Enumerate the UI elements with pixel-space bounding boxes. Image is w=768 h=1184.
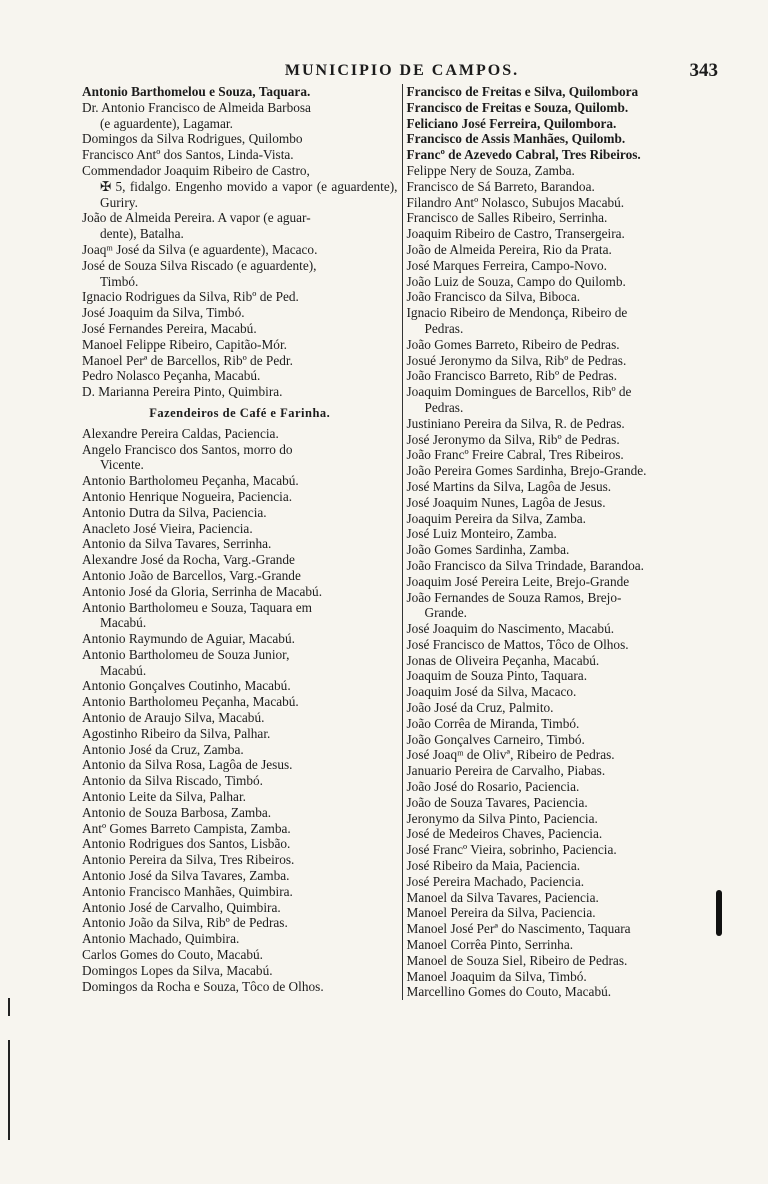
list-entry bbox=[407, 700, 723, 716]
list-entry bbox=[407, 479, 723, 495]
list-entry bbox=[82, 552, 398, 568]
list-entry bbox=[407, 668, 723, 684]
entry-text: Domingos Lopes da Silva, Macabú. bbox=[82, 962, 273, 978]
entry-text: João de Almeida Pereira. A vapor (e aguar- bbox=[82, 210, 311, 226]
entry-text: Manoel Perª de Barcellos, Ribº de Pedr. bbox=[82, 352, 293, 368]
entry-continuation: Pedras. bbox=[424, 399, 464, 415]
entry-text: Antonio Bartholomeu Peçanha, Macabú. bbox=[82, 473, 299, 489]
list-entry bbox=[407, 574, 723, 590]
list-entry bbox=[407, 116, 723, 132]
entry-text: Justiniano Pereira da Silva, R. de Pedras. bbox=[406, 415, 625, 431]
list-entry bbox=[407, 795, 723, 811]
entry-continuation: Timbó. bbox=[100, 273, 139, 289]
entry-text: Marcellino Gomes do Couto, Macabú. bbox=[406, 984, 612, 1000]
entry-text: João Francisco da Silva, Biboca. bbox=[406, 289, 581, 305]
entry-text: José Pereira Machado, Paciencia. bbox=[406, 873, 585, 889]
list-entry bbox=[407, 684, 723, 700]
list-entry bbox=[82, 489, 398, 505]
entry-text: Antonio José da Gloria, Serrinha de Macabú. bbox=[82, 583, 323, 599]
list-entry bbox=[82, 131, 398, 147]
margin-ink-mark bbox=[8, 1040, 10, 1140]
entry-text: Dr. Antonio Francisco de Almeida Barbosa bbox=[82, 99, 311, 115]
entry-continuation: (e aguardente), Lagamar. bbox=[100, 115, 233, 131]
entry-text: João de Almeida Pereira, Rio da Prata. bbox=[406, 241, 612, 257]
entry-text: Pedro Nolasco Peçanha, Macabú. bbox=[82, 368, 261, 384]
list-entry bbox=[82, 368, 398, 384]
list-entry bbox=[82, 442, 398, 474]
list-entry bbox=[82, 584, 398, 600]
list-entry bbox=[82, 426, 398, 442]
entry-text: João Luiz de Souza, Campo do Quilomb. bbox=[406, 273, 626, 289]
entry-text: Antonio José de Carvalho, Quimbira. bbox=[82, 899, 281, 915]
list-entry bbox=[82, 289, 398, 305]
entry-continuation: ✠ 5, fidalgo. Engenho movido a vapor (e aguardente), Guriry. bbox=[100, 178, 398, 210]
list-entry bbox=[407, 953, 723, 969]
list-entry bbox=[407, 511, 723, 527]
entry-text: João Pereira Gomes Sardinha, Brejo-Grande. bbox=[406, 463, 647, 479]
entry-text: Antonio José da Silva Tavares, Zamba. bbox=[82, 868, 290, 884]
list-entry bbox=[82, 242, 398, 258]
list-entry bbox=[407, 526, 723, 542]
entry-text: Antonio Machado, Quimbira. bbox=[82, 931, 240, 947]
list-entry bbox=[82, 789, 398, 805]
entry-text: Antonio Bartholomeu Peçanha, Macabú. bbox=[82, 694, 299, 710]
entry-text: Manoel de Souza Siel, Ribeiro de Pedras. bbox=[406, 952, 628, 968]
entry-text: Jeronymo da Silva Pinto, Paciencia. bbox=[406, 810, 598, 826]
list-entry bbox=[407, 147, 723, 163]
list-entry bbox=[82, 600, 398, 632]
entry-text: Jonas de Oliveira Peçanha, Macabú. bbox=[406, 652, 600, 668]
list-entry bbox=[407, 463, 723, 479]
entry-text: Antonio Dutra da Silva, Paciencia. bbox=[82, 504, 267, 520]
two-column-list bbox=[82, 84, 722, 1000]
list-entry bbox=[407, 495, 723, 511]
entry-text: Manoel Corrêa Pinto, Serrinha. bbox=[406, 937, 574, 953]
entry-text: Januario Pereira de Carvalho, Piabas. bbox=[406, 763, 606, 779]
entry-text: José Joaquim do Nascimento, Macabú. bbox=[406, 621, 615, 637]
entry-text: Carlos Gomes do Couto, Macabú. bbox=[82, 947, 263, 963]
entry-text: José de Souza Silva Riscado (e aguardente), bbox=[82, 257, 317, 273]
list-entry bbox=[407, 447, 723, 463]
entry-text: Filandro Antº Nolasco, Subujos Macabú. bbox=[406, 194, 625, 210]
entry-text: José Francº Vieira, sobrinho, Paciencia. bbox=[406, 842, 617, 858]
entry-text: Antº Gomes Barreto Campista, Zamba. bbox=[82, 820, 291, 836]
entry-text: João Gomes Barreto, Ribeiro de Pedras. bbox=[406, 336, 620, 352]
list-entry bbox=[82, 521, 398, 537]
entry-text: Antonio João de Barcellos, Varg.-Grande bbox=[82, 567, 301, 583]
entry-continuation: Macabú. bbox=[100, 662, 147, 678]
page-title: MUNICIPIO DE CAMPOS. bbox=[284, 62, 520, 79]
list-entry bbox=[407, 210, 723, 226]
list-entry bbox=[407, 811, 723, 827]
entry-text: Francisco de Freitas e Souza, Quilomb. bbox=[406, 99, 629, 115]
entry-text: José Francisco de Mattos, Tôco de Olhos. bbox=[406, 636, 629, 652]
list-entry bbox=[82, 805, 398, 821]
list-entry bbox=[82, 884, 398, 900]
entry-text: João de Souza Tavares, Paciencia. bbox=[406, 794, 588, 810]
list-entry bbox=[82, 321, 398, 337]
entry-text: Antonio Bartholomeu e Souza, Taquara em bbox=[82, 599, 312, 615]
list-entry bbox=[407, 542, 723, 558]
entry-text: José Jeronymo da Silva, Ribº de Pedras. bbox=[406, 431, 620, 447]
list-entry bbox=[82, 473, 398, 489]
list-entry bbox=[82, 163, 398, 210]
entry-text: João Gomes Sardinha, Zamba. bbox=[406, 542, 570, 558]
list-entry bbox=[82, 773, 398, 789]
list-entry bbox=[407, 905, 723, 921]
entry-text: Joaquim Domingues de Barcellos, Ribº de bbox=[406, 384, 632, 400]
list-entry bbox=[407, 84, 723, 100]
list-entry bbox=[407, 432, 723, 448]
list-entry bbox=[82, 821, 398, 837]
list-entry bbox=[82, 505, 398, 521]
list-entry bbox=[407, 637, 723, 653]
list-entry bbox=[407, 558, 723, 574]
list-entry bbox=[407, 858, 723, 874]
entry-text: João Corrêa de Miranda, Timbó. bbox=[406, 715, 580, 731]
list-entry bbox=[407, 179, 723, 195]
list-entry bbox=[407, 969, 723, 985]
page-number: 343 bbox=[689, 60, 718, 81]
entry-text: Antonio Pereira da Silva, Tres Ribeiros. bbox=[82, 852, 295, 868]
entry-text: Alexandre José da Rocha, Varg.-Grande bbox=[82, 552, 295, 568]
list-entry bbox=[407, 653, 723, 669]
entry-text: Alexandre Pereira Caldas, Paciencia. bbox=[82, 425, 279, 441]
coffee-farmers-list bbox=[82, 426, 398, 995]
list-entry bbox=[407, 732, 723, 748]
list-entry bbox=[407, 274, 723, 290]
list-entry bbox=[82, 210, 398, 242]
entry-text: João Gonçalves Carneiro, Timbó. bbox=[406, 731, 585, 747]
list-entry bbox=[407, 337, 723, 353]
list-entry bbox=[82, 678, 398, 694]
entry-text: Francisco de Sá Barreto, Barandoa. bbox=[406, 178, 595, 194]
list-entry bbox=[82, 84, 398, 100]
list-entry bbox=[82, 979, 398, 995]
entry-text: Joaquim José Pereira Leite, Brejo-Grande bbox=[406, 573, 630, 589]
list-entry bbox=[82, 353, 398, 369]
list-entry bbox=[407, 937, 723, 953]
list-entry bbox=[82, 742, 398, 758]
entry-text: Ignacio Rodrigues da Silva, Ribº de Ped. bbox=[82, 289, 299, 305]
list-entry bbox=[82, 931, 398, 947]
list-entry bbox=[407, 416, 723, 432]
list-entry bbox=[407, 163, 723, 179]
entry-text: João Fernandes de Souza Ramos, Brejo- bbox=[406, 589, 622, 605]
list-entry bbox=[407, 921, 723, 937]
entry-text: José Marques Ferreira, Campo-Novo. bbox=[406, 257, 608, 273]
entry-text: Domingos da Silva Rodrigues, Quilombo bbox=[82, 131, 303, 147]
list-entry bbox=[407, 289, 723, 305]
list-entry bbox=[407, 368, 723, 384]
list-entry bbox=[82, 536, 398, 552]
list-entry bbox=[407, 842, 723, 858]
list-entry bbox=[407, 874, 723, 890]
list-entry bbox=[82, 757, 398, 773]
page-header bbox=[82, 60, 722, 84]
entry-text: José Martins da Silva, Lagôa de Jesus. bbox=[406, 478, 612, 494]
entry-text: Joaquim de Souza Pinto, Taquara. bbox=[406, 668, 588, 684]
entry-text: Commendador Joaquim Ribeiro de Castro, bbox=[82, 162, 310, 178]
list-entry bbox=[82, 631, 398, 647]
entry-text: Antonio da Silva Tavares, Serrinha. bbox=[82, 536, 272, 552]
entry-text: Antonio Gonçalves Coutinho, Macabú. bbox=[82, 678, 291, 694]
list-entry bbox=[82, 947, 398, 963]
entry-text: Domingos da Rocha e Souza, Tôco de Olhos. bbox=[82, 978, 324, 994]
list-entry bbox=[82, 647, 398, 679]
book-page bbox=[82, 60, 722, 1000]
list-entry bbox=[407, 984, 723, 1000]
entry-text: Manoel Joaquim da Silva, Timbó. bbox=[406, 968, 587, 984]
entry-text: Antonio da Silva Rosa, Lagôa de Jesus. bbox=[82, 757, 293, 773]
list-entry bbox=[407, 242, 723, 258]
entry-text: Manoel José Perª do Nascimento, Taquara bbox=[406, 921, 631, 937]
list-entry bbox=[407, 826, 723, 842]
entry-text: Francisco de Salles Ribeiro, Serrinha. bbox=[406, 210, 608, 226]
entry-text: Francisco de Assis Manhães, Quilomb. bbox=[406, 131, 626, 147]
entry-text: Francº de Azevedo Cabral, Tres Ribeiros. bbox=[406, 147, 641, 163]
entry-text: Antonio Francisco Manhães, Quimbira. bbox=[82, 883, 293, 899]
entry-text: José Joaquim Nunes, Lagôa de Jesus. bbox=[406, 494, 606, 510]
list-entry bbox=[82, 852, 398, 868]
list-entry bbox=[82, 868, 398, 884]
left-column bbox=[82, 84, 402, 1000]
entry-text: José de Medeiros Chaves, Paciencia. bbox=[406, 826, 603, 842]
list-entry bbox=[407, 226, 723, 242]
section-title: Fazendeiros de Café e Farinha. bbox=[149, 405, 331, 420]
entry-text: Agostinho Ribeiro da Silva, Palhar. bbox=[82, 725, 271, 741]
entry-text: Joaquim José da Silva, Macaco. bbox=[406, 684, 577, 700]
entry-text: José Fernandes Pereira, Macabú. bbox=[82, 320, 257, 336]
entry-text: Antonio Bartholomeu de Souza Junior, bbox=[82, 646, 290, 662]
entry-text: Angelo Francisco dos Santos, morro do bbox=[82, 441, 293, 457]
list-entry bbox=[407, 621, 723, 637]
list-entry bbox=[82, 100, 398, 132]
list-entry bbox=[407, 195, 723, 211]
entry-continuation: Grande. bbox=[424, 605, 467, 621]
list-entry bbox=[407, 890, 723, 906]
list-entry bbox=[82, 305, 398, 321]
ink-blot bbox=[716, 890, 722, 936]
entry-text: Josué Jeronymo da Silva, Ribº de Pedras. bbox=[406, 352, 627, 368]
list-entry bbox=[407, 100, 723, 116]
list-entry bbox=[407, 747, 723, 763]
entry-text: Antonio Rodrigues dos Santos, Lisbão. bbox=[82, 836, 291, 852]
list-entry bbox=[82, 963, 398, 979]
list-entry bbox=[82, 337, 398, 353]
entry-continuation: Vicente. bbox=[100, 457, 144, 473]
list-entry bbox=[407, 258, 723, 274]
entry-text: Antonio José da Cruz, Zamba. bbox=[82, 741, 244, 757]
entry-text: João Francisco da Silva Trindade, Barandoa. bbox=[406, 557, 644, 573]
entry-text: Antonio João da Silva, Ribº de Pedras. bbox=[82, 915, 288, 931]
sugar-mill-owners-list bbox=[82, 84, 398, 400]
list-entry bbox=[407, 763, 723, 779]
entry-text: Antonio de Araujo Silva, Macabú. bbox=[82, 710, 265, 726]
list-entry bbox=[82, 710, 398, 726]
entry-text: José Joaquim da Silva, Timbó. bbox=[82, 305, 245, 321]
entry-text: D. Marianna Pereira Pinto, Quimbira. bbox=[82, 384, 283, 400]
entry-continuation: Macabú. bbox=[100, 615, 147, 631]
list-entry bbox=[82, 147, 398, 163]
list-entry bbox=[82, 836, 398, 852]
entry-text: Francisco Antº dos Santos, Linda-Vista. bbox=[82, 147, 294, 163]
entry-text: Manoel Felippe Ribeiro, Capitão-Mór. bbox=[82, 336, 287, 352]
right-farmers-list bbox=[407, 84, 723, 1000]
list-entry bbox=[82, 258, 398, 290]
entry-text: Antonio de Souza Barbosa, Zamba. bbox=[82, 804, 272, 820]
entry-text: Feliciano José Ferreira, Quilombora. bbox=[406, 115, 617, 131]
entry-continuation: Pedras. bbox=[424, 320, 464, 336]
entry-text: Manoel da Silva Tavares, Paciencia. bbox=[406, 889, 599, 905]
entry-text: José Joaqᵐ de Olivª, Ribeiro de Pedras. bbox=[406, 747, 615, 763]
entry-text: Felippe Nery de Souza, Zamba. bbox=[406, 162, 575, 178]
entry-text: João Francisco Barreto, Ribº de Pedras. bbox=[406, 368, 618, 384]
entry-text: Joaquim Pereira da Silva, Zamba. bbox=[406, 510, 586, 526]
right-column bbox=[402, 84, 723, 1000]
entry-text: Manoel Pereira da Silva, Paciencia. bbox=[406, 905, 596, 921]
list-entry bbox=[82, 384, 398, 400]
list-entry bbox=[82, 900, 398, 916]
entry-text: João José do Rosario, Paciencia. bbox=[406, 779, 580, 795]
list-entry bbox=[407, 716, 723, 732]
entry-text: Ignacio Ribeiro de Mendonça, Ribeiro de bbox=[406, 305, 628, 321]
entry-text: Antonio Henrique Nogueira, Paciencia. bbox=[82, 488, 293, 504]
list-entry bbox=[82, 915, 398, 931]
entry-continuation: dente), Batalha. bbox=[100, 226, 184, 242]
entry-text: José Luiz Monteiro, Zamba. bbox=[406, 526, 557, 542]
entry-text: José Ribeiro da Maia, Paciencia. bbox=[406, 858, 581, 874]
list-entry bbox=[82, 694, 398, 710]
entry-text: Antonio da Silva Riscado, Timbó. bbox=[82, 773, 264, 789]
entry-text: Antonio Raymundo de Aguiar, Macabú. bbox=[82, 631, 295, 647]
entry-text: Francisco de Freitas e Silva, Quilombora bbox=[406, 84, 639, 99]
list-entry bbox=[82, 726, 398, 742]
list-entry bbox=[407, 590, 723, 622]
list-entry bbox=[407, 131, 723, 147]
entry-text: Anacleto José Vieira, Paciencia. bbox=[82, 520, 253, 536]
list-entry bbox=[407, 305, 723, 337]
entry-text: Antonio Leite da Silva, Palhar. bbox=[82, 789, 246, 805]
list-entry bbox=[407, 353, 723, 369]
entry-text: Antonio Barthomelou e Souza, Taquara. bbox=[82, 84, 311, 99]
entry-text: Joaqᵐ José da Silva (e aguardente), Macaco. bbox=[82, 241, 318, 257]
entry-text: João Francº Freire Cabral, Tres Ribeiros. bbox=[406, 447, 624, 463]
list-entry bbox=[407, 779, 723, 795]
entry-text: Joaquim Ribeiro de Castro, Transergeira. bbox=[406, 226, 625, 242]
list-entry bbox=[407, 384, 723, 416]
margin-ink-mark bbox=[8, 998, 10, 1016]
list-entry bbox=[82, 568, 398, 584]
entry-text: João José da Cruz, Palmito. bbox=[406, 700, 554, 716]
